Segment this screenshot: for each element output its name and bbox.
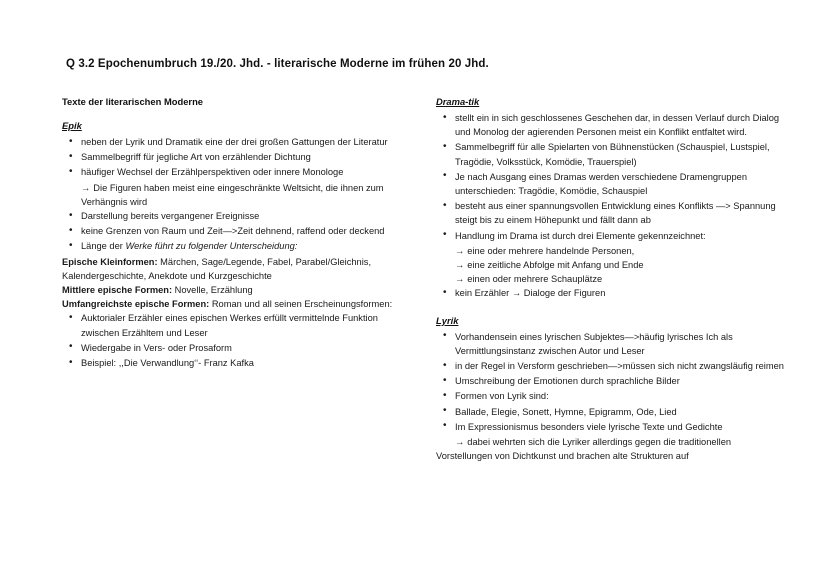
list-item: • Ballade, Elegie, Sonett, Hymne, Epigramm, Ode, Lied	[436, 405, 784, 419]
epische-kleinformen-label: Epische Kleinformen:	[62, 256, 158, 267]
arrow-right-icon: →	[455, 437, 465, 448]
list-item	[62, 239, 402, 253]
epik-bullet-list-2	[62, 209, 402, 254]
left-column	[62, 96, 402, 371]
lyrik-closing-line: Vorstellungen von Dichtkunst und brachen alte Strukturen auf	[436, 451, 689, 462]
list-item: • Je nach Ausgang eines Dramas werden verschiedene Dramengruppen unterschieden: Tragödie, Komödie, Schauspiel	[436, 170, 784, 198]
drama-arrow-item-2-text: eine zeitliche Abfolge mit Anfang und Ende	[467, 260, 644, 271]
epik-arrow-note-text: Die Figuren haben meist eine eingeschränkte Weltsicht, die ihnen zum Verhängnis wird	[81, 182, 384, 207]
drama-arrow-item-1-text: eine oder mehrere handelnde Personen,	[467, 245, 635, 256]
roman-sub-bullet-list	[62, 311, 402, 370]
list-item: • neben der Lyrik und Dramatik eine der drei großen Gattungen der Literatur	[62, 135, 402, 149]
list-item: • in der Regel in Versform geschrieben—>müssen sich nicht zwangsläufig reimen	[436, 359, 784, 373]
umfangreichste-epische-formen-label: Umfangreichste epische Formen:	[62, 299, 210, 310]
list-item: • Im Expressionismus besonders viele lyrische Texte und Gedichte	[436, 420, 784, 434]
list-item: • stellt ein in sich geschlossenes Geschehen dar, in dessen Verlauf durch Dialog und Monolog der agierenden Personen meist ein Konflikt entfaltet wird.	[436, 111, 784, 139]
drama-arrow-item-3-text: einen oder mehrere Schauplätze	[467, 274, 603, 285]
drama-arrow-item-1	[436, 244, 784, 258]
arrow-right-icon: →	[81, 182, 91, 193]
page-title: Q 3.2 Epochenumbruch 19./20. Jhd. - literarische Moderne im frühen 20 Jhd.	[66, 58, 489, 70]
subheading-lyrik: Lyrik	[436, 314, 459, 326]
list-item: • häufiger Wechsel der Erzählperspektiven oder innere Monologe	[62, 165, 402, 179]
list-item: • Umschreibung der Emotionen durch sprachliche Bilder	[436, 374, 784, 388]
mittlere-epische-formen-text: Novelle, Erzählung	[172, 285, 253, 296]
list-item: • kein Erzähler → Dialoge der Figuren	[436, 286, 784, 300]
two-column-layout	[62, 96, 784, 463]
arrow-right-icon: →	[455, 260, 465, 271]
list-item: • Formen von Lyrik sind:	[436, 389, 784, 403]
umfangreichste-epische-formen-text: Roman und all seinen Erscheinungsformen:	[209, 299, 393, 310]
list-item: • Sammelbegriff für alle Spielarten von Bühnenstücken (Schauspiel, Lustspiel, Tragödie, Volksstück, Komödie, Trauerspiel)	[436, 140, 784, 168]
lyrik-arrow-note	[436, 435, 784, 449]
lyrik-bullet-list	[436, 330, 784, 434]
list-item: • Vorhandensein eines lyrischen Subjektes—>häufig lyrisches Ich als Vermittlungsinstanz zwischen Autor und Leser	[436, 330, 784, 358]
section-heading-texte: Texte der literarischen Moderne	[62, 96, 204, 107]
list-item: • Auktorialer Erzähler eines epischen Werkes erfüllt vermittelnde Funktion zwischen Erzähltem und Leser	[62, 311, 402, 339]
list-item: • Wiedergabe in Vers- oder Prosaform	[62, 341, 402, 355]
list-item: • besteht aus einer spannungsvollen Entwicklung eines Konflikts —> Spannung steigt bis zu einem Höhepunkt und fällt dann ab	[436, 199, 784, 227]
list-item: • Darstellung bereits vergangener Ereignisse	[62, 209, 402, 223]
laenge-prefix: Länge der	[81, 241, 126, 252]
subheading-epik: Epik	[62, 120, 82, 131]
right-column	[436, 96, 784, 463]
list-item: • Beispiel: ,,Die Verwandlung‘‘- Franz Kafka	[62, 356, 402, 370]
subheading-dramatik: Drama-tik	[436, 96, 480, 107]
list-item: • Sammelbegriff für jegliche Art von erzählender Dichtung	[62, 150, 402, 164]
epik-arrow-note	[62, 181, 402, 209]
epische-kleinformen-text: Märchen, Sage/Legende, Fabel, Parabel/Gleichnis, Kalendergeschichte, Anekdote und Kurzgeschichte	[62, 256, 372, 281]
arrow-right-icon: →	[455, 245, 465, 256]
drama-final-bullet	[436, 286, 784, 300]
drama-arrow-item-3	[436, 272, 784, 286]
umfangreichste-epische-formen	[62, 297, 402, 311]
epik-bullet-list	[62, 135, 402, 180]
lyrik-arrow-note-text: dabei wehrten sich die Lyriker allerdings gegen die traditionellen	[467, 437, 732, 448]
laenge-italic: Werke führt zu folgender Unterscheidung:	[125, 241, 298, 252]
epische-kleinformen	[62, 255, 402, 283]
drama-arrow-item-2	[436, 258, 784, 272]
arrow-right-icon: →	[455, 274, 465, 285]
mittlere-epische-formen-label: Mittlere epische Formen:	[62, 285, 173, 296]
mittlere-epische-formen	[62, 283, 402, 297]
list-item: • keine Grenzen von Raum und Zeit—>Zeit dehnend, raffend oder deckend	[62, 224, 402, 238]
list-item: • Handlung im Drama ist durch drei Elemente gekennzeichnet:	[436, 229, 784, 243]
drama-bullet-list	[436, 111, 784, 243]
